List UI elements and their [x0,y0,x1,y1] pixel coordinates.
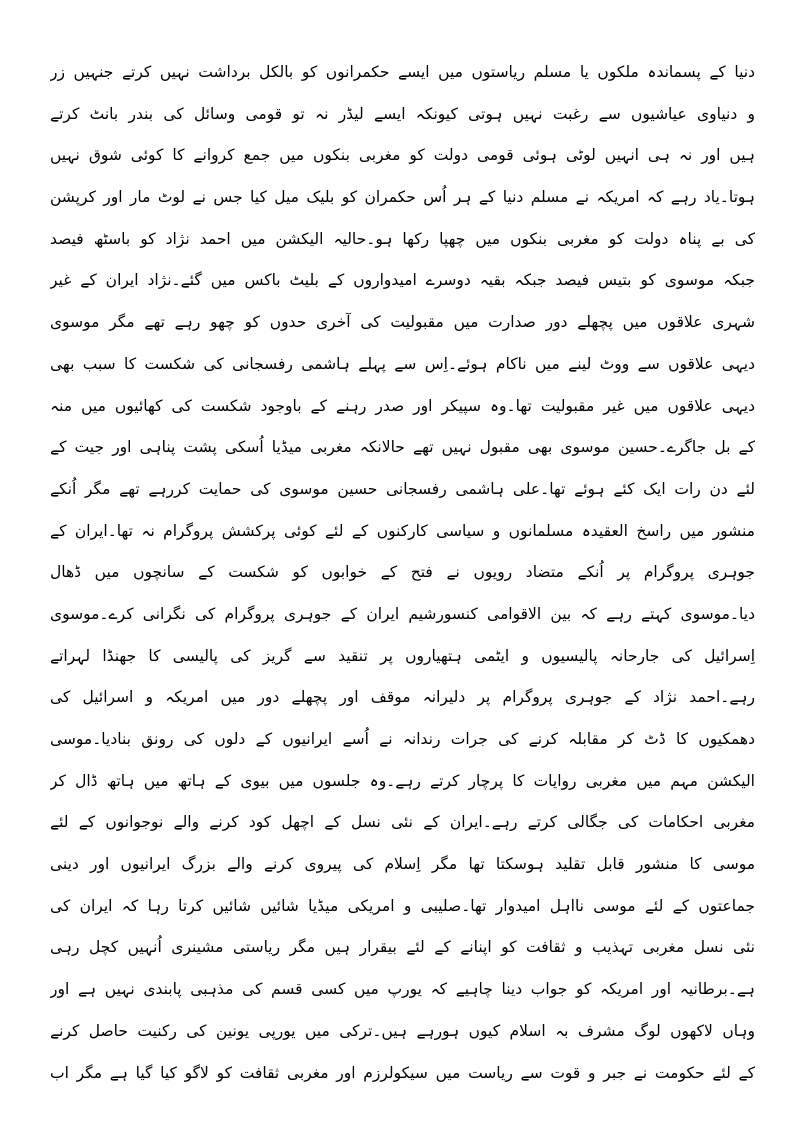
text-line-12: منشور میں راسخ العقیدہ مسلمانوں و سیاسی کارکنوں کے لئے کوئی پرکشش پروگرام نہ تھا۔ایران کے [50,521,755,540]
text-line-24: وہاں لاکھوں لوگ مشرف بہ اسلام کیوں ہورہے ہیں۔ترکی میں یورپی یونین کی رکنیت حاصل کرنے [50,1021,755,1040]
urdu-article-text [50,52,755,1094]
text-line-25: کے لئے حکومت نے جبر و قوت سے ریاست میں سیکولرزم اور مغربی ثقافت کو لاگو کیا گیا ہے مگر اب [50,1063,755,1082]
text-line-21: جماعتوں کے لئے موسی نااہل امیدوار تھا۔صلیبی و امریکی میڈیا شائیں شائیں کرتا رہا کہ ایران کی [50,896,755,915]
text-line-14: دیا۔موسوی کہتے رہے کہ بین الاقوامی کنسورشیم ایران کے جوہری پروگرام کی نگرانی کرے۔موسوی [50,604,755,623]
text-line-19: مغربی احکامات کی جگالی کرتے رہے۔ایران کے نئی نسل کے اچھل کود کرنے والے نوجوانوں کے لئے [50,813,755,832]
text-line-7: شہری علاقوں میں پچھلے دور صدارت میں مقبولیت کی آخری حدوں کو چھو رہے تھے مگر موسوی [50,313,755,332]
text-line-4: ہوتا۔یاد رہے کہ امریکہ نے مسلم دنیا کے ہر اُس حکمران کو بلیک میل کیا جس نے لوٹ مار اور کرپشن [50,188,755,207]
text-line-11: لئے دن رات ایک کئے ہوئے تھا۔علی ہاشمی رفسجانی حسین موسوی کی حمایت کررہے تھے مگر اُنکے [50,479,755,498]
text-line-13: جوہری پروگرام پر اُنکے متضاد رویوں نے فتح کے خوابوں کو شکست کے سانچوں میں ڈھال [50,563,755,582]
text-line-23: ہے۔برطانیہ اور امریکہ کو جواب دینا چاہیے کہ یورپ میں کسی قسم کی مذہبی پابندی نہیں ہے اور [50,980,755,999]
text-line-3: ہیں اور نہ ہی انہیں لوٹی ہوئی قومی دولت کو مغربی بنکوں میں جمع کروانے کا کوئی شوق نہیں [50,146,755,165]
text-line-18: الیکشن مہم میں مغربی روایات کا پرچار کرتے رہے۔وہ جلسوں میں بیوی کے ہاتھ میں ہاتھ ڈال کر [50,771,755,790]
text-line-22: نئی نسل مغربی تہذیب و ثقافت کو اپنانے کے لئے بیقرار ہیں مگر ریاستی مشینری اُنہیں کچل رہی [50,938,755,957]
text-line-5: کی بے پناہ دولت کو مغربی بنکوں میں چھپا رکھا ہو۔حالیہ الیکشن میں احمد نژاد کو باسٹھ فیصد [50,229,755,248]
text-line-1: دنیا کے پسماندہ ملکوں یا مسلم ریاستوں میں ایسے حکمرانوں کو بالکل برداشت نہیں کرتے جنہیں زر [50,63,755,81]
text-line-20: موسی کا منشور قابل تقلید ہوسکتا تھا مگر اِسلام کی پیروی کرنے والے بزرگ ایرانیوں اور دینی [50,855,755,874]
text-line-6: جبکہ موسوی کو بتیس فیصد جبکہ بقیہ دوسرے امیدواروں کے بلیٹ باکس میں گئے۔نژاد ایران کے غیر [50,271,755,290]
text-line-15: اِسرائیل کی جارحانہ پالیسیوں و ایٹمی ہتھیاروں پر تنقید سے گریز کی پالیسی کا جھنڈا لہراتے [50,646,755,665]
text-line-8: دیہی علاقوں سے ووٹ لینے میں ناکام ہوئے۔اِس سے پہلے ہاشمی رفسجانی کی شکست کا سبب بھی [50,354,755,373]
text-line-9: دیہی علاقوں میں غیر مقبولیت تھا۔وہ سپیکر اور صدر رہنے کے باوجود شکست کی کھائیوں میں منہ [50,396,755,415]
text-line-2: و دنیاوی عیاشیوں سے رغبت نہیں ہوتی کیونکہ ایسے لیڈر نہ تو قومی وسائل کی بندر بانٹ کرتے [50,104,755,123]
text-line-10: کے بل جاگرے۔حسین موسوی بھی مقبول نہیں تھے حالانکہ مغربی میڈیا اُسکی پشت پناہی اور جیت کے [50,438,755,457]
text-line-17: دھمکیوں کا ڈٹ کر مقابلہ کرنے کی جرات رندانہ نے اُسے ایرانیوں کے دلوں کی رونق بنادیا۔موسی [50,730,755,748]
text-line-16: رہے۔احمد نژاد کے جوہری پروگرام پر دلیرانہ موقف اور پچھلے دور میں امریکہ و اسرائیل کی [50,688,755,707]
